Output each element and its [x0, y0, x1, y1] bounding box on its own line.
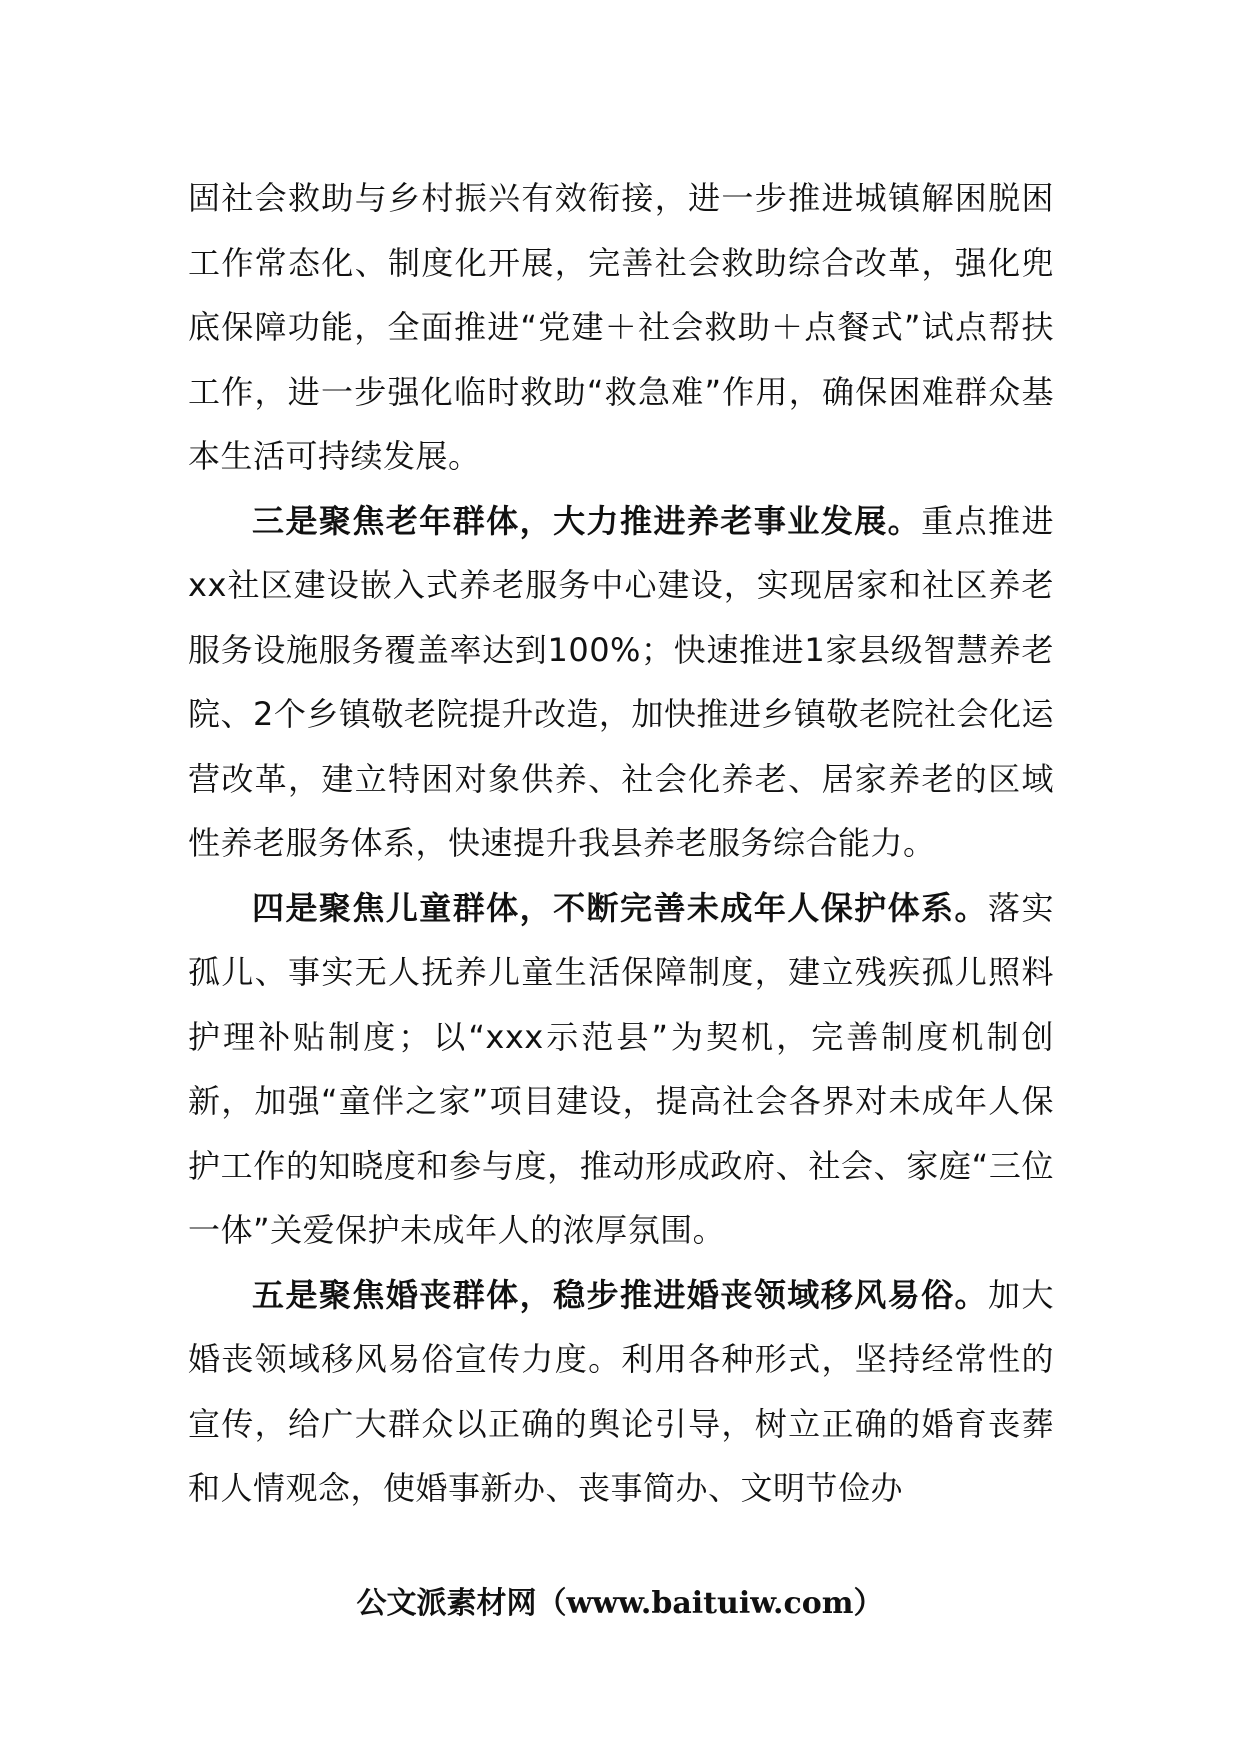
paragraph-heading: 五是聚焦婚丧群体，稳步推进婚丧领域移风易俗。: [252, 1275, 989, 1314]
paragraph-continuation: [188, 166, 1054, 489]
document-body: [188, 166, 1054, 1521]
paragraph-weddings-funerals: [188, 1263, 1054, 1521]
footer-watermark: 公文派素材网（www.baituiw.com）: [356, 1586, 884, 1621]
paragraph-children: [188, 876, 1054, 1263]
paragraph-elderly: [188, 489, 1054, 876]
paragraph-heading: 四是聚焦儿童群体，不断完善未成年人保护体系。: [252, 888, 989, 927]
paragraph-text: 加大婚丧领域移风易俗宣传力度。利用各种形式，坚持经常性的宣传，给广大群众以正确的舆论引导，树立正确的婚育丧葬和人情观念，使婚事新办、丧事简办、文明节俭办: [188, 1275, 1054, 1507]
paragraph-text: 落实孤儿、事实无人抚养儿童生活保障制度，建立残疾孤儿照料护理补贴制度；以“xxx示范县”为契机，完善制度机制创新，加强“童伴之家”项目建设，提高社会各界对未成年人保护工作的知晓度和参与度，推动形成政府、社会、家庭“三位一体”关爱保护未成年人的浓厚氛围。: [188, 888, 1054, 1249]
paragraph-text: 固社会救助与乡村振兴有效衔接，进一步推进城镇解困脱困工作常态化、制度化开展，完善社会救助综合改革，强化兜底保障功能，全面推进“党建＋社会救助＋点餐式”试点帮扶工作，进一步强化临时救助“救急难”作用，确保困难群众基本生活可持续发展。: [188, 179, 1054, 475]
paragraph-heading: 三是聚焦老年群体，大力推进养老事业发展。: [252, 501, 922, 540]
paragraph-text: 重点推进xx社区建设嵌入式养老服务中心建设，实现居家和社区养老服务设施服务覆盖率达到100%；快速推进1家县级智慧养老院、2个乡镇敬老院提升改造，加快推进乡镇敬老院社会化运营改革，建立特困对象供养、社会化养老、居家养老的区域性养老服务体系，快速提升我县养老服务综合能力。: [188, 501, 1054, 862]
